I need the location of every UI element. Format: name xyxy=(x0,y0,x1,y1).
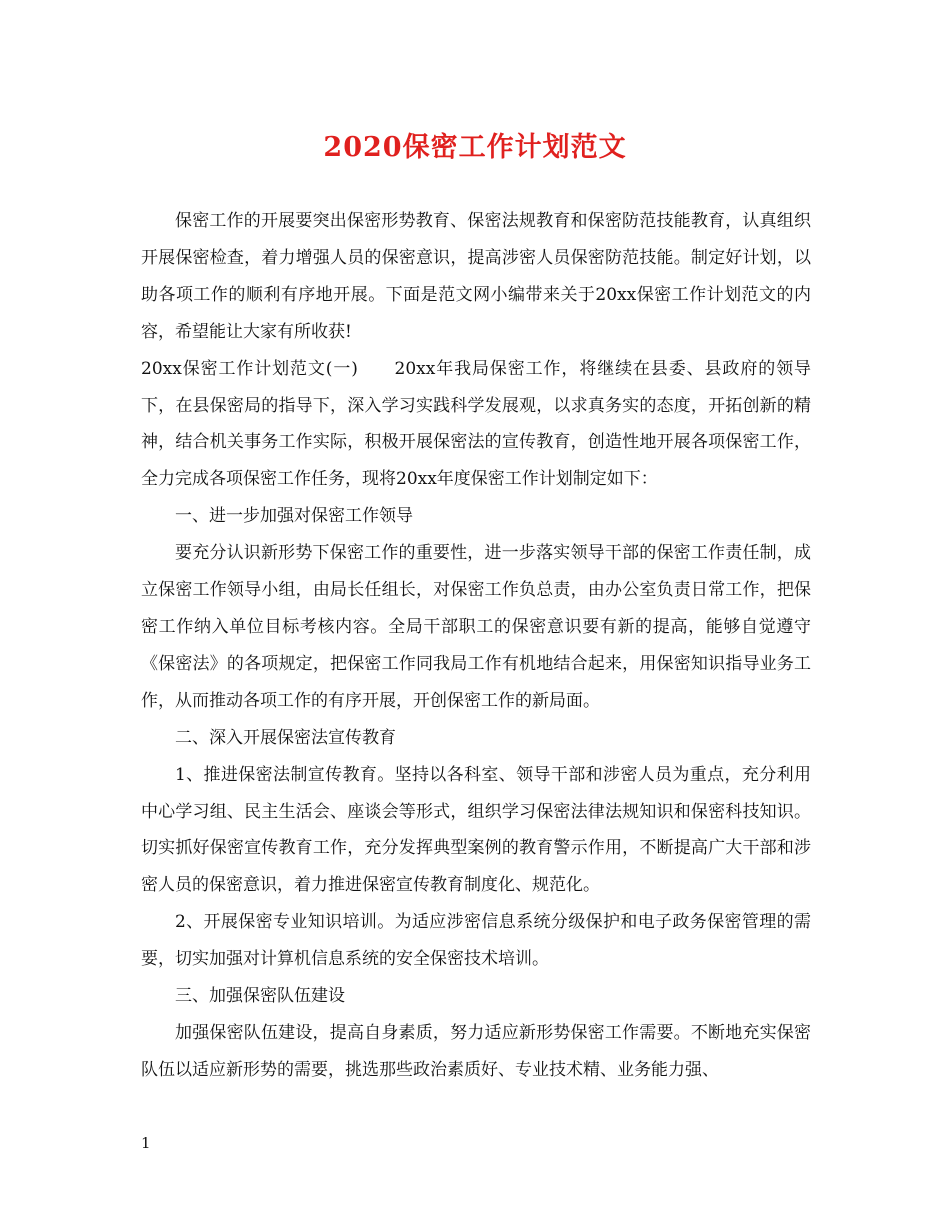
paragraph-plan-one: 20xx保密工作计划范文(一) 20xx年我局保密工作，将继续在县委、县政府的领导下，在县保密局的指导下，深入学习实践科学发展观，以求真务实的态度，开拓创新的精神，结合机关事务工作实际，积极开展保密法的宣传教育，创造性地开展各项保密工作，全力完成各项保密工作任务，现将20xx年度保密工作计划制定如下： xyxy=(141,358,811,490)
section-heading-1: 一、进一步加强对保密工作领导 xyxy=(175,506,413,527)
paragraph-section-2-item-2: 2、开展保密专业知识培训。为适应涉密信息系统分级保护和电子政务保密管理的需要，切实加强对计算机信息系统的安全保密技术培训。 xyxy=(141,912,811,970)
paragraph-section-3: 加强保密队伍建设，提高自身素质，努力适应新形势保密工作需要。不断地充实保密队伍以适应新形势的需要，挑选那些政治素质好、专业技术精、业务能力强、 xyxy=(141,1022,811,1080)
paragraph-section-1: 要充分认识新形势下保密工作的重要性，进一步落实领导干部的保密工作责任制，成立保密工作领导小组，由局长任组长，对保密工作负总责，由办公室负责日常工作，把保密工作纳入单位目标考核内容。全局干部职工的保密意识要有新的提高，能够自觉遵守《保密法》的各项规定，把保密工作同我局工作有机地结合起来，用保密知识指导业务工作，从而推动各项工作的有序开展，开创保密工作的新局面。 xyxy=(141,543,811,711)
section-heading-2: 二、深入开展保密法宣传教育 xyxy=(175,727,396,748)
page-number: 1 xyxy=(141,1134,151,1152)
paragraph-section-2-item-1: 1、推进保密法制宣传教育。坚持以各科室、领导干部和涉密人员为重点，充分利用中心学习组、民主生活会、座谈会等形式，组织学习保密法律法规知识和保密科技知识。切实抓好保密宣传教育工作，充分发挥典型案例的教育警示作用，不断提高广大干部和涉密人员的保密意识，着力推进保密宣传教育制度化、规范化。 xyxy=(141,764,811,896)
paragraph-intro: 保密工作的开展要突出保密形势教育、保密法规教育和保密防范技能教育，认真组织开展保密检查，着力增强人员的保密意识，提高涉密人员保密防范技能。制定好计划，以助各项工作的顺利有序地开展。下面是范文网小编带来关于20xx保密工作计划范文的内容，希望能让大家有所收获! xyxy=(141,211,811,342)
document-body xyxy=(141,203,811,1089)
document-title: 2020保密工作计划范文 xyxy=(323,132,627,163)
section-heading-3: 三、加强保密队伍建设 xyxy=(175,986,345,1007)
